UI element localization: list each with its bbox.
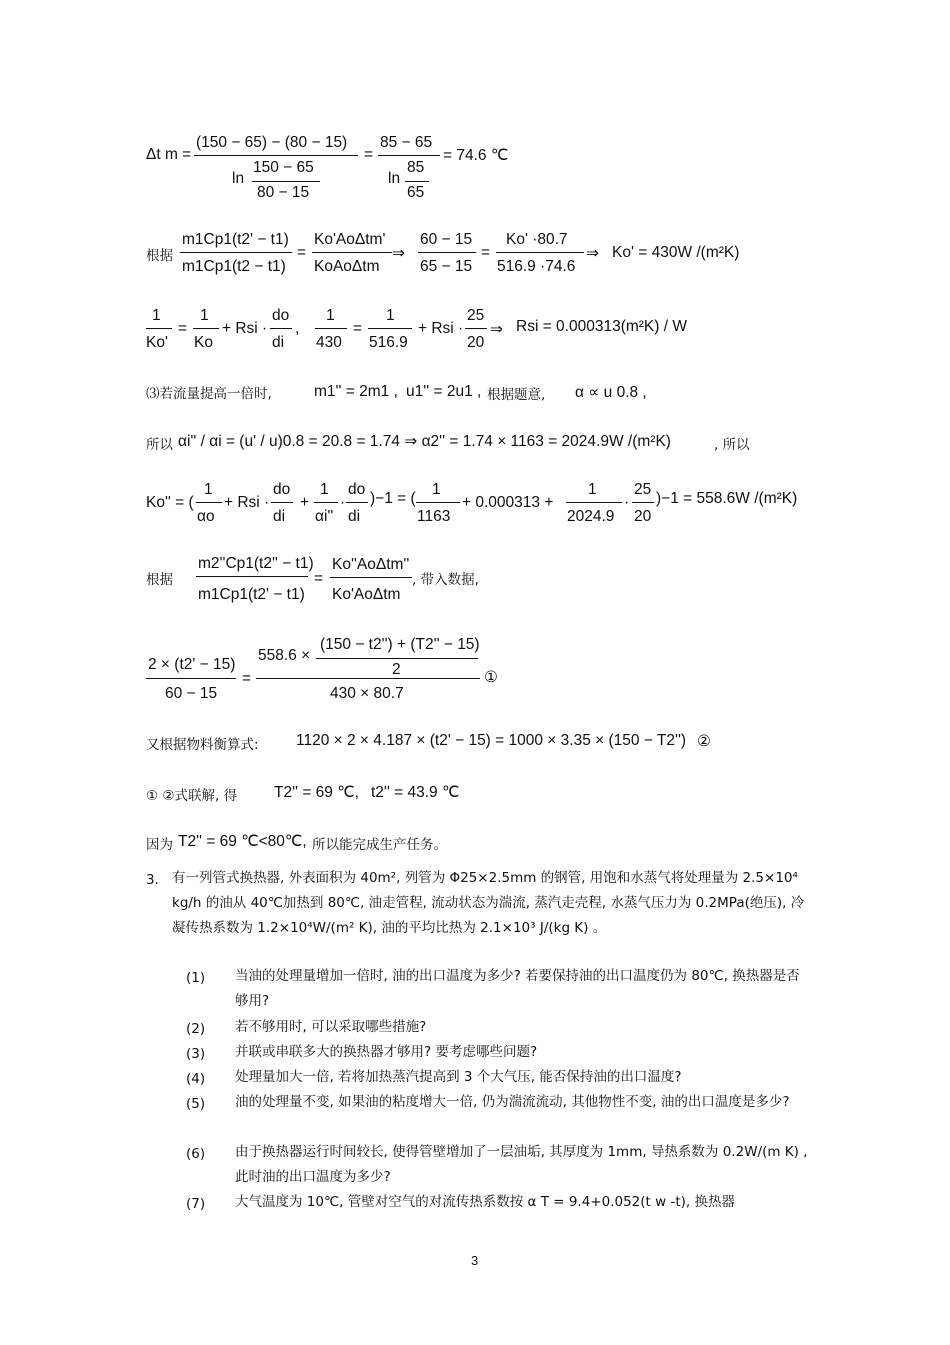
f6-c-num: 1: [320, 481, 329, 498]
f9-mark: ②: [697, 733, 711, 750]
f8-num1: 2 × (t2' − 15): [148, 656, 236, 673]
f1-num2: 85 − 65: [380, 134, 433, 151]
f2-eq1: =: [297, 244, 307, 261]
f3-c-den: di: [272, 334, 285, 351]
f6-b-den: di: [273, 508, 286, 525]
item-6-num: (6): [186, 1146, 206, 1162]
f7-eq: =: [314, 570, 324, 587]
f6-dot2: ·: [624, 494, 630, 511]
f3-d-den: 430: [316, 334, 342, 351]
f4-text1: ⑶若流量提高一倍时,: [146, 386, 272, 402]
f6-e-num: 1: [432, 481, 441, 498]
f6-b-num: do: [273, 481, 291, 498]
f3-b-num: 1: [200, 307, 209, 324]
f7-den2: Ko'AoΔtm: [332, 586, 401, 603]
f6-g-den: 20: [634, 508, 652, 525]
f10-eq2: t2'' = 43.9 ℃: [371, 784, 460, 801]
f1-den2-num: 85: [407, 159, 425, 176]
f3-a-den: Ko': [146, 334, 168, 351]
f1-num1: (150 − 65) − (80 − 15): [196, 134, 348, 151]
f7-den1: m1Cp1(t2' − t1): [198, 586, 305, 603]
f2-eq3: =: [481, 244, 491, 261]
f6-c-den: αi'': [315, 508, 334, 525]
item-5-text: 油的处理量不变, 如果油的粘度增大一倍, 仍为湍流流动, 其他物性不变, 油的出口温度是多少?: [235, 1094, 790, 1110]
f3-plus-r2: + Rsi ·: [418, 320, 464, 337]
item-4-text: 处理量加大一倍, 若将加热蒸汽提高到 3 个大气压, 能否保持油的出口温度?: [235, 1069, 682, 1085]
f2-num4: Ko' ·80.7: [506, 231, 568, 248]
f4-eq3: α ∝ u 0.8 ,: [575, 384, 647, 401]
f3-b-den: Ko: [194, 334, 213, 351]
f8-num2-top: (150 − t2'') + (T2'' − 15): [320, 636, 480, 653]
f3-eq2: =: [353, 320, 363, 337]
f1-den1-num: 150 − 65: [253, 159, 314, 176]
item-1-num: (1): [186, 970, 206, 986]
f2-den2: KoAoΔtm: [314, 258, 380, 275]
f2-den4: 516.9 ·74.6: [497, 258, 576, 275]
f7-num1: m2''Cp1(t2'' − t1): [198, 555, 314, 572]
f9-eq: 1120 × 2 × 4.187 × (t2' − 15) = 1000 × 3.35 × (150 − T2''): [296, 732, 687, 749]
f3-result: Rsi = 0.000313(m²K) / W: [516, 318, 687, 335]
item-7-text: 大气温度为 10℃, 管壁对空气的对流传热系数按 α T = 9.4+0.052(t w -t), 换热器: [235, 1194, 735, 1210]
f6-plus2: + 0.000313 +: [462, 494, 554, 511]
f4-text2: 根据题意,: [487, 387, 546, 403]
f3-a-num: 1: [152, 307, 161, 324]
f1-den1-ln: ln: [232, 170, 245, 187]
f6-d-num: do: [348, 481, 366, 498]
f11-text1: 因为: [146, 837, 173, 853]
f6-plus: +: [300, 494, 310, 511]
f2-label: 根据: [146, 248, 173, 264]
f8-num2-bot: 2: [392, 661, 401, 678]
f8-mark: ①: [484, 669, 498, 686]
f6-f-den: 2024.9: [567, 508, 615, 525]
f10-text: ① ②式联解, 得: [146, 788, 238, 804]
item-3-num: (3): [186, 1046, 206, 1062]
f6-a-num: 1: [204, 481, 213, 498]
f3-e-den: 516.9: [369, 334, 408, 351]
f3-comma: ,: [295, 320, 300, 337]
f1-lhs: Δt m =: [146, 146, 192, 163]
f3-arrow: ⇒: [490, 321, 503, 338]
f11-text2: 所以能完成生产任务。: [312, 837, 447, 853]
item-1-text: 当油的处理量增加一倍时, 油的出口温度为多少? 若要保持油的出口温度仍为 80℃, 换热器是否够用?: [235, 968, 800, 1009]
f5-text2: , 所以: [714, 437, 750, 453]
f2-arrow2: ⇒: [586, 245, 599, 262]
f6-f-num: 1: [588, 481, 597, 498]
f3-e-num: 1: [386, 307, 395, 324]
item-5-num: (5): [186, 1096, 206, 1112]
f6-close: )−1 = (: [370, 490, 416, 507]
f6-lhs: Ko'' = (: [146, 494, 194, 511]
f1-den2-ln: ln: [388, 170, 401, 187]
f6-d-den: di: [348, 508, 361, 525]
f2-arrow1: ⇒: [392, 245, 405, 262]
f7-label: 根据: [146, 572, 173, 588]
f2-result: Ko' = 430W /(m²K): [612, 244, 740, 261]
f2-num3: 60 − 15: [420, 231, 473, 248]
f5-eq: αi'' / αi = (u' / u)0.8 = 20.8 = 1.74 ⇒ α2'' = 1.74 × 1163 = 2024.9W /(m²K): [178, 433, 671, 450]
f1-eq2: =: [364, 146, 374, 163]
f3-eq1: =: [178, 320, 188, 337]
f3-f-num: 25: [467, 307, 485, 324]
f8-den1: 60 − 15: [165, 685, 218, 702]
f3-plus-r: + Rsi ·: [222, 320, 268, 337]
f3-f-den: 20: [467, 334, 485, 351]
f8-eq: =: [242, 670, 252, 687]
f7-num2: Ko''AoΔtm'': [332, 556, 410, 573]
f1-result: = 74.6 ℃: [443, 147, 509, 164]
f2-den1: m1Cp1(t2 − t1): [182, 258, 286, 275]
f1-den1-den: 80 − 15: [257, 184, 310, 201]
f3-c-num: do: [272, 307, 290, 324]
f11-eq: T2'' = 69 ℃<80℃,: [178, 833, 307, 850]
item-2-text: 若不够用时, 可以采取哪些措施?: [235, 1019, 427, 1035]
f2-num2: Ko'AoΔtm': [314, 231, 386, 248]
f6-g-num: 25: [634, 481, 652, 498]
item-3-text: 并联或串联多大的换热器才够用? 要考虑哪些问题?: [235, 1044, 538, 1060]
f7-text: , 带入数据,: [412, 572, 479, 588]
f6-dot: ·: [340, 494, 346, 511]
item-7-num: (7): [186, 1196, 206, 1212]
item-6-text: 由于换热器运行时间较长, 使得管壁增加了一层油垢, 其厚度为 1mm, 导热系数为 0.2W/(m K) , 此时油的出口温度为多少?: [235, 1144, 808, 1185]
f10-eq1: T2'' = 69 ℃,: [274, 784, 359, 801]
problem-number: 3.: [146, 872, 159, 888]
f1-den2-den: 65: [407, 184, 425, 201]
f3-d-num: 1: [326, 307, 335, 324]
f6-result: )−1 = 558.6W /(m²K): [656, 490, 798, 507]
f2-num1: m1Cp1(t2' − t1): [182, 231, 289, 248]
f5-text1: 所以: [146, 437, 173, 453]
f8-num2-pre: 558.6 ×: [258, 647, 311, 664]
f6-a-den: αo: [197, 508, 215, 525]
item-2-num: (2): [186, 1021, 206, 1037]
f6-plus-r: + Rsi ·: [224, 494, 270, 511]
f6-e-den: 1163: [417, 508, 451, 525]
f8-den2: 430 × 80.7: [330, 685, 404, 702]
page-number: 3: [471, 1253, 479, 1268]
problem-body: 有一列管式换热器, 外表面积为 40m², 列管为 Φ25×2.5mm 的钢管, 用饱和水蒸气将处理量为 2.5×10⁴ kg/h 的油从 40℃加热到 80℃, 油走管程, 流动状态为湍流, 蒸汽走壳程, 水蒸气压力为 0.2MPa(绝压), 冷凝传热系数为 1.2×10⁴W/(m² K), 油的平均比热为 2.1×10³ J/(kg K) 。: [172, 870, 805, 936]
f4-eq1: m1'' = 2m1 ,: [314, 383, 398, 400]
f4-eq2: u1'' = 2u1 ,: [406, 383, 482, 400]
f2-den3: 65 − 15: [420, 258, 473, 275]
f9-text: 又根据物料衡算式:: [146, 737, 259, 753]
item-4-num: (4): [186, 1071, 206, 1087]
